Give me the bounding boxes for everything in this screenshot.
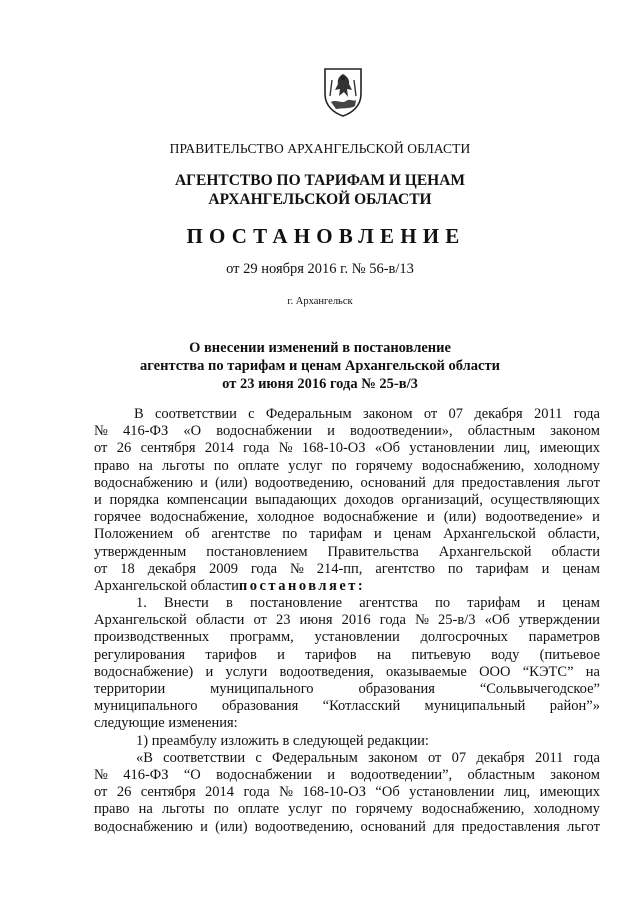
word: Внести (164, 595, 209, 612)
document-body (94, 406, 600, 836)
word: и (327, 766, 336, 783)
word: на (585, 663, 600, 680)
word: водоснабжении (216, 423, 313, 440)
word: имеющих (539, 440, 600, 457)
word: сентября (140, 784, 196, 801)
word: по (213, 801, 229, 818)
agency-title-line2: АРХАНГЕЛЬСКОЙ ОБЛАСТИ (208, 191, 432, 208)
subject-line3: от 23 июня 2016 года № 25-в/3 (222, 376, 418, 392)
word: (или) (215, 474, 248, 491)
word: и (205, 663, 214, 680)
word: параметров (528, 629, 600, 646)
word: установлении (409, 784, 495, 801)
word: № (279, 784, 293, 801)
sub-item1-line: 1) преамбулу изложить в следующей редакции: (136, 732, 429, 749)
city-line: г. Архангельск (287, 296, 353, 307)
word: порядка (109, 491, 160, 508)
text-line (94, 819, 600, 836)
text-line (94, 458, 600, 475)
word: на (138, 801, 153, 818)
word: горячему (355, 801, 413, 818)
word: предоставления (461, 818, 560, 835)
agency-title-line1: АГЕНТСТВО ПО ТАРИФАМ И ЦЕНАМ (174, 172, 466, 189)
word: компенсации (166, 491, 248, 508)
word: законом (550, 423, 600, 440)
word: № (278, 440, 293, 457)
word: законом (550, 766, 600, 783)
word: водоотведении”, (350, 766, 453, 783)
word: оплате (238, 801, 280, 818)
word: производственных (94, 629, 210, 646)
word: водоснабжению, (421, 457, 525, 474)
word: от (423, 406, 438, 422)
word: водоснабжении (216, 766, 312, 783)
word: 168-10-ОЗ (302, 784, 366, 801)
word: льготы (162, 457, 205, 474)
word: программ, (229, 629, 294, 646)
word: услуг (288, 457, 323, 474)
word: законом (362, 406, 413, 422)
word: право (94, 801, 130, 818)
word: от (253, 612, 267, 629)
word: в (225, 595, 233, 612)
word: оказываемые (385, 663, 467, 680)
word: области (195, 612, 245, 629)
word: осуществляющих (490, 491, 600, 508)
word: воду (491, 646, 520, 663)
word: года (379, 612, 406, 629)
word: муниципальный (424, 698, 526, 715)
text-line (94, 544, 600, 561)
word: имеющих (539, 784, 600, 801)
word: Правительства (327, 543, 419, 560)
word: водоснабжению, (421, 801, 525, 818)
word: года (573, 406, 600, 422)
word: водоснабжение) (94, 663, 194, 680)
word: долгосрочных (420, 629, 508, 646)
word: «О (183, 423, 202, 440)
text-line (94, 681, 600, 698)
word: 07 (451, 749, 467, 766)
preamble-paragraph (94, 406, 600, 578)
word: 2016 (341, 612, 371, 629)
word: ценам (562, 560, 600, 577)
word: регулирования (94, 646, 186, 663)
word: года (250, 560, 278, 577)
date-number-line: от 29 ноября 2016 г. № 56-в/13 (226, 261, 414, 277)
text-line (94, 509, 600, 526)
word: от (94, 440, 108, 457)
word: и (327, 423, 335, 440)
word: агентстве (211, 526, 271, 543)
word: ценам (393, 526, 432, 543)
word: областным (467, 423, 536, 440)
word: “Котласский (322, 698, 401, 715)
word: льготы (162, 801, 205, 818)
word: водоотведению, (254, 818, 354, 835)
word: (питьевое (539, 646, 600, 663)
word: 23 (275, 612, 291, 629)
word: 214-пп, (316, 560, 363, 577)
word: 168-10-ОЗ (301, 440, 366, 457)
coat-of-arms-icon (322, 66, 364, 118)
word: образования (221, 698, 299, 715)
text-line (94, 629, 600, 646)
word: организаций, (401, 491, 483, 508)
word: 2009 (208, 560, 238, 577)
word: декабря (474, 406, 523, 422)
word: доходов (344, 491, 394, 508)
word: года (573, 749, 600, 766)
text-line (94, 440, 600, 457)
word: Федеральным (265, 406, 352, 422)
word: 25-в/3 (438, 612, 476, 629)
text-line (94, 647, 600, 664)
word: оплате (238, 457, 280, 474)
word: водоотведению, (254, 474, 354, 491)
word: № (289, 560, 304, 577)
word: декабря (147, 560, 197, 577)
word: Положением (94, 526, 174, 543)
word: постановление (249, 595, 343, 612)
word: по (213, 457, 229, 474)
word: право (94, 457, 130, 474)
word: и (277, 646, 285, 663)
text-line (94, 561, 600, 578)
word: оснований (360, 818, 426, 835)
item1-paragraph (94, 595, 600, 715)
word: район”» (549, 698, 600, 715)
word: Федеральным (272, 749, 358, 766)
government-title: ПРАВИТЕЛЬСТВО АРХАНГЕЛЬСКОЙ ОБЛАСТИ (169, 141, 471, 156)
word: услуг (288, 801, 323, 818)
word: 26 (116, 784, 132, 801)
word: водоотведении», (350, 423, 453, 440)
word: и (200, 818, 208, 835)
word: (или) (215, 818, 248, 835)
word: сентября (140, 440, 196, 457)
word: областным (467, 766, 535, 783)
document-type-heading: ПОСТАНОВЛЕНИЕ (186, 224, 466, 248)
word: № (94, 766, 108, 783)
word: соответствии (154, 406, 237, 422)
word: оснований (360, 474, 426, 491)
word: Архангельской (443, 526, 536, 543)
word: по (331, 801, 347, 818)
subject-line1: О внесении изменений в постановление (189, 340, 451, 356)
word: образования (358, 681, 435, 697)
word: об (184, 526, 200, 543)
word: Архангельской (438, 543, 532, 560)
word: с (255, 749, 262, 766)
word: области, (547, 526, 600, 543)
word: июня (299, 612, 333, 629)
word: от (94, 784, 108, 801)
word: «Об (484, 612, 510, 629)
word: области (551, 543, 600, 560)
word: водоснабжению (94, 818, 193, 835)
word: 2011 (534, 749, 564, 766)
word: горячее (94, 509, 141, 526)
word: водоснабжению (94, 474, 193, 491)
word: Архангельской (94, 612, 187, 629)
word: предоставления (461, 474, 560, 491)
word: и (374, 526, 382, 543)
word: по (435, 595, 451, 612)
word: льгот (567, 818, 600, 835)
word: и (426, 509, 435, 526)
word: тарифам (309, 526, 363, 543)
word: “Об (375, 784, 400, 801)
word: ООО (479, 663, 511, 680)
word: “О (183, 766, 201, 783)
word: от (427, 749, 442, 766)
word: тарифов (205, 646, 257, 663)
word: для (433, 474, 455, 491)
word: холодному (533, 457, 600, 474)
text-line (94, 664, 600, 681)
text-line (94, 423, 600, 440)
word: “Сольвычегодское” (479, 681, 600, 697)
word: лиц, (503, 440, 531, 457)
text-line (94, 801, 600, 818)
resolve-line (94, 578, 600, 595)
word: муниципального (94, 698, 198, 715)
word: лиц, (503, 784, 531, 801)
word: «В (136, 749, 153, 766)
word: на (376, 646, 392, 663)
item1-end-line: следующие изменения: (94, 715, 238, 732)
word: от (94, 560, 108, 577)
quoted-preamble-paragraph (94, 750, 600, 836)
word: с (248, 406, 255, 422)
word: «Об (374, 440, 400, 457)
word: водоснабжение (323, 509, 418, 526)
text-line (94, 492, 600, 509)
word: ценам (562, 595, 600, 612)
word: установлении (409, 440, 495, 457)
text-line (94, 595, 600, 612)
word: 2014 (204, 440, 234, 457)
word: водоотведение» (485, 509, 584, 526)
word: “КЭТС” (522, 663, 574, 680)
text-line (94, 698, 600, 715)
word: 18 (120, 560, 135, 577)
word: и (200, 474, 208, 491)
word: льгот (567, 474, 600, 491)
word: агентства (359, 595, 418, 612)
word: № (415, 612, 429, 629)
word: и (541, 560, 550, 577)
text-line (94, 784, 600, 801)
word: № (94, 423, 108, 440)
word: 416-ФЗ (123, 766, 169, 783)
word: законом (368, 749, 418, 766)
word: и (94, 491, 102, 508)
subject-line2: агентства по тарифам и ценам Архангельской области (140, 358, 500, 374)
word: выпадающих (255, 491, 337, 508)
word: тарифам (475, 560, 529, 577)
word: питьевую (411, 646, 471, 663)
word: тарифам (467, 595, 521, 612)
word: установлении (314, 629, 400, 646)
word: 2014 (205, 784, 235, 801)
word: утвержденным (94, 543, 187, 560)
word: постановлением (206, 543, 308, 560)
text-line (94, 526, 600, 543)
text-line (94, 475, 600, 492)
word: по (447, 560, 463, 577)
word: соответствии (163, 749, 246, 766)
text-line (94, 767, 600, 784)
word: территории (94, 681, 166, 697)
word: 26 (116, 440, 132, 457)
word: по (331, 457, 347, 474)
word: водоотведения, (279, 663, 374, 680)
word: муниципального (210, 681, 314, 697)
word: агентство (375, 560, 435, 577)
resolve-prefix: Архангельской области (94, 577, 239, 594)
word: по (282, 526, 298, 543)
word: холодному (533, 801, 600, 818)
text-line (94, 750, 600, 767)
word: на (138, 457, 153, 474)
word: для (433, 818, 455, 835)
text-line (94, 612, 600, 629)
word: и (537, 595, 546, 612)
word: тарифов (305, 646, 357, 663)
word: (или) (443, 509, 477, 526)
word: горячему (355, 457, 413, 474)
word: водоснабжение, (150, 509, 249, 526)
word: В (134, 406, 144, 422)
word: холодное (257, 509, 315, 526)
word: года (243, 440, 270, 457)
text-line (94, 406, 600, 423)
word: 416-ФЗ (122, 423, 169, 440)
word: утверждении (518, 612, 600, 629)
word: 2011 (533, 406, 563, 422)
word: года (243, 784, 270, 801)
word: 1. (136, 595, 147, 612)
word: услуги (225, 663, 268, 680)
word: и (592, 509, 600, 526)
resolve-word: постановляет: (238, 577, 366, 594)
word: 07 (448, 406, 464, 422)
word: декабря (476, 749, 525, 766)
